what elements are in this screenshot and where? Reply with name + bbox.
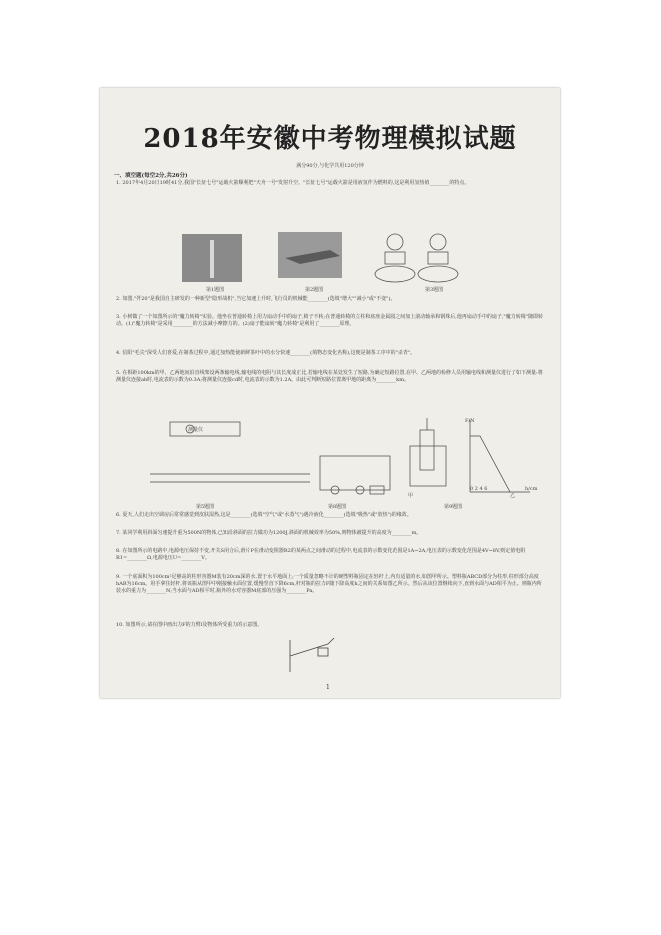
caption-fig3: 第3题图 bbox=[425, 287, 444, 293]
lever-figure bbox=[280, 636, 340, 676]
caption-fig9: 第9题图 bbox=[444, 504, 463, 510]
exam-photo bbox=[100, 88, 560, 698]
question-1: 1. 2017年4月20日19时41分,我国"长征七号"运载火箭顺利把"天舟一号"发射升空。"长征七号"运载火箭是用液氢作为燃料的,这是利用氢热值________的特点。 bbox=[116, 180, 470, 186]
caption-fig5: 第5题图 bbox=[196, 504, 215, 510]
bottle-container bbox=[410, 418, 446, 486]
caption-yi: 乙 bbox=[510, 493, 516, 499]
page-title: 2018年安徽中考物理模拟试题 bbox=[143, 124, 517, 154]
circuit-diagram bbox=[320, 456, 390, 494]
question-7: 7. 某同学利用斜面匀速提升重为500N的物体,已知沿斜面的拉力做功为1200J,斜面的机械效率为50%,则物体被提升的高度为________m。 bbox=[116, 530, 422, 536]
caption-fig8: 第8题图 bbox=[328, 504, 347, 510]
rocket-shape bbox=[210, 240, 214, 278]
chair-drawing bbox=[375, 234, 458, 282]
question-6: 6. 夏天,人们走出空调房后常常感觉到皮肤湿热,这是________(选填"空气"或"水蒸气")遇冷液化________(选填"吸热"或"放热")的缘故。 bbox=[116, 512, 412, 518]
caption-fig2: 第2题图 bbox=[305, 287, 324, 293]
axis-values: 0 2 4 6 bbox=[470, 486, 488, 492]
force-height-graph bbox=[470, 420, 530, 492]
caption-jia: 甲 bbox=[408, 493, 414, 499]
question-8: 8. 在如图所示的电路中,电源电压保持不变,开关S闭合后,滑片P在滑动变阻器R2的某两点之间滑动的过程中,电流表的示数变化范围是1A~2A,电压表的示数变化范围是4V~8V,则定值电阻R1=________Ω,电源电压U=________V。 bbox=[116, 548, 526, 561]
question-5: 5. 在相距100km的甲、乙两地间沿直线架设两条输电线,输电线的电阻与其长度成正比,若输电线在某处发生了短路,为确定短路位置,在甲、乙两地的检修人员用输电线和测量仪进行了如下测量:将测量仪连接ab时,电流表的示数为0.3A;将测量仪连接cd时,电流表的示数为1.2A。由此可判断短路位置离甲地的距离为________km。 bbox=[116, 370, 543, 383]
page-number: 1 bbox=[326, 684, 330, 691]
measure-instrument bbox=[150, 422, 310, 482]
exam-subtitle: 满分90分,与化学共用120分钟 bbox=[296, 163, 364, 169]
question-2: 2. 如图,"歼20"是我国自主研发的一种新型"隐形战机",当它加速上升时,飞行员的机械能________(选填"增大""减小"或"不变")。 bbox=[116, 296, 396, 302]
question-4: 4. 信阳"毛尖"深受人们喜爱,在制茶过程中,通过加热能使新鲜茶叶中的水分快速________(填物态变化名称),这便是制茶工序中的"杀青"。 bbox=[116, 350, 416, 356]
question-10: 10. 如图所示,请在图中画出力F的力臂l及物体所受重力的示意图。 bbox=[116, 622, 263, 628]
axis-f-label: F/N bbox=[465, 418, 475, 424]
caption-measure: 测量仪 bbox=[188, 427, 204, 433]
caption-fig1: 第1题图 bbox=[206, 287, 225, 293]
question-3: 3. 小树做了一个如图所示的"魔力转椅"实验。他坐在普通转椅上用力扇动手中的扇子,椅子不转;在普通转椅的立柱和底座金属圆之间加上滚动轴承和钢珠后,他再扇动手中的扇子,"魔力转椅"随即转动。(1)"魔力转椅"是采用________的方法减小摩擦力的。(2)扇子能扇转"魔力转椅"是利用了________原理。 bbox=[116, 314, 544, 327]
axis-h-label: h/cm bbox=[525, 486, 538, 492]
section-heading: 一、填空题(每空2分,共26分) bbox=[114, 173, 188, 179]
question-9: 9. 一个底面积为100cm²足够高的柱形容器M装有20cm深的水,置于水平地面上;一个质量忽略不计的硬塑料瓶固定在轻杆上,内有适量的水,如图甲所示。塑料瓶ABCD部分为柱形,柱形部分高度hAB为16cm。用手拿住轻杆,将该瓶从图甲中刚接触水面位置,缓慢竖直下降6cm,杆对瓶的拉力F随下降高度h之间的关系如图乙所示。然后从该位置继续向下,直到水面与AD相平为止。则瓶内所装水的重力为________N;当水面与AD相平时,瓶外的水对容器M底部的压强为________Pa。 bbox=[116, 574, 542, 594]
